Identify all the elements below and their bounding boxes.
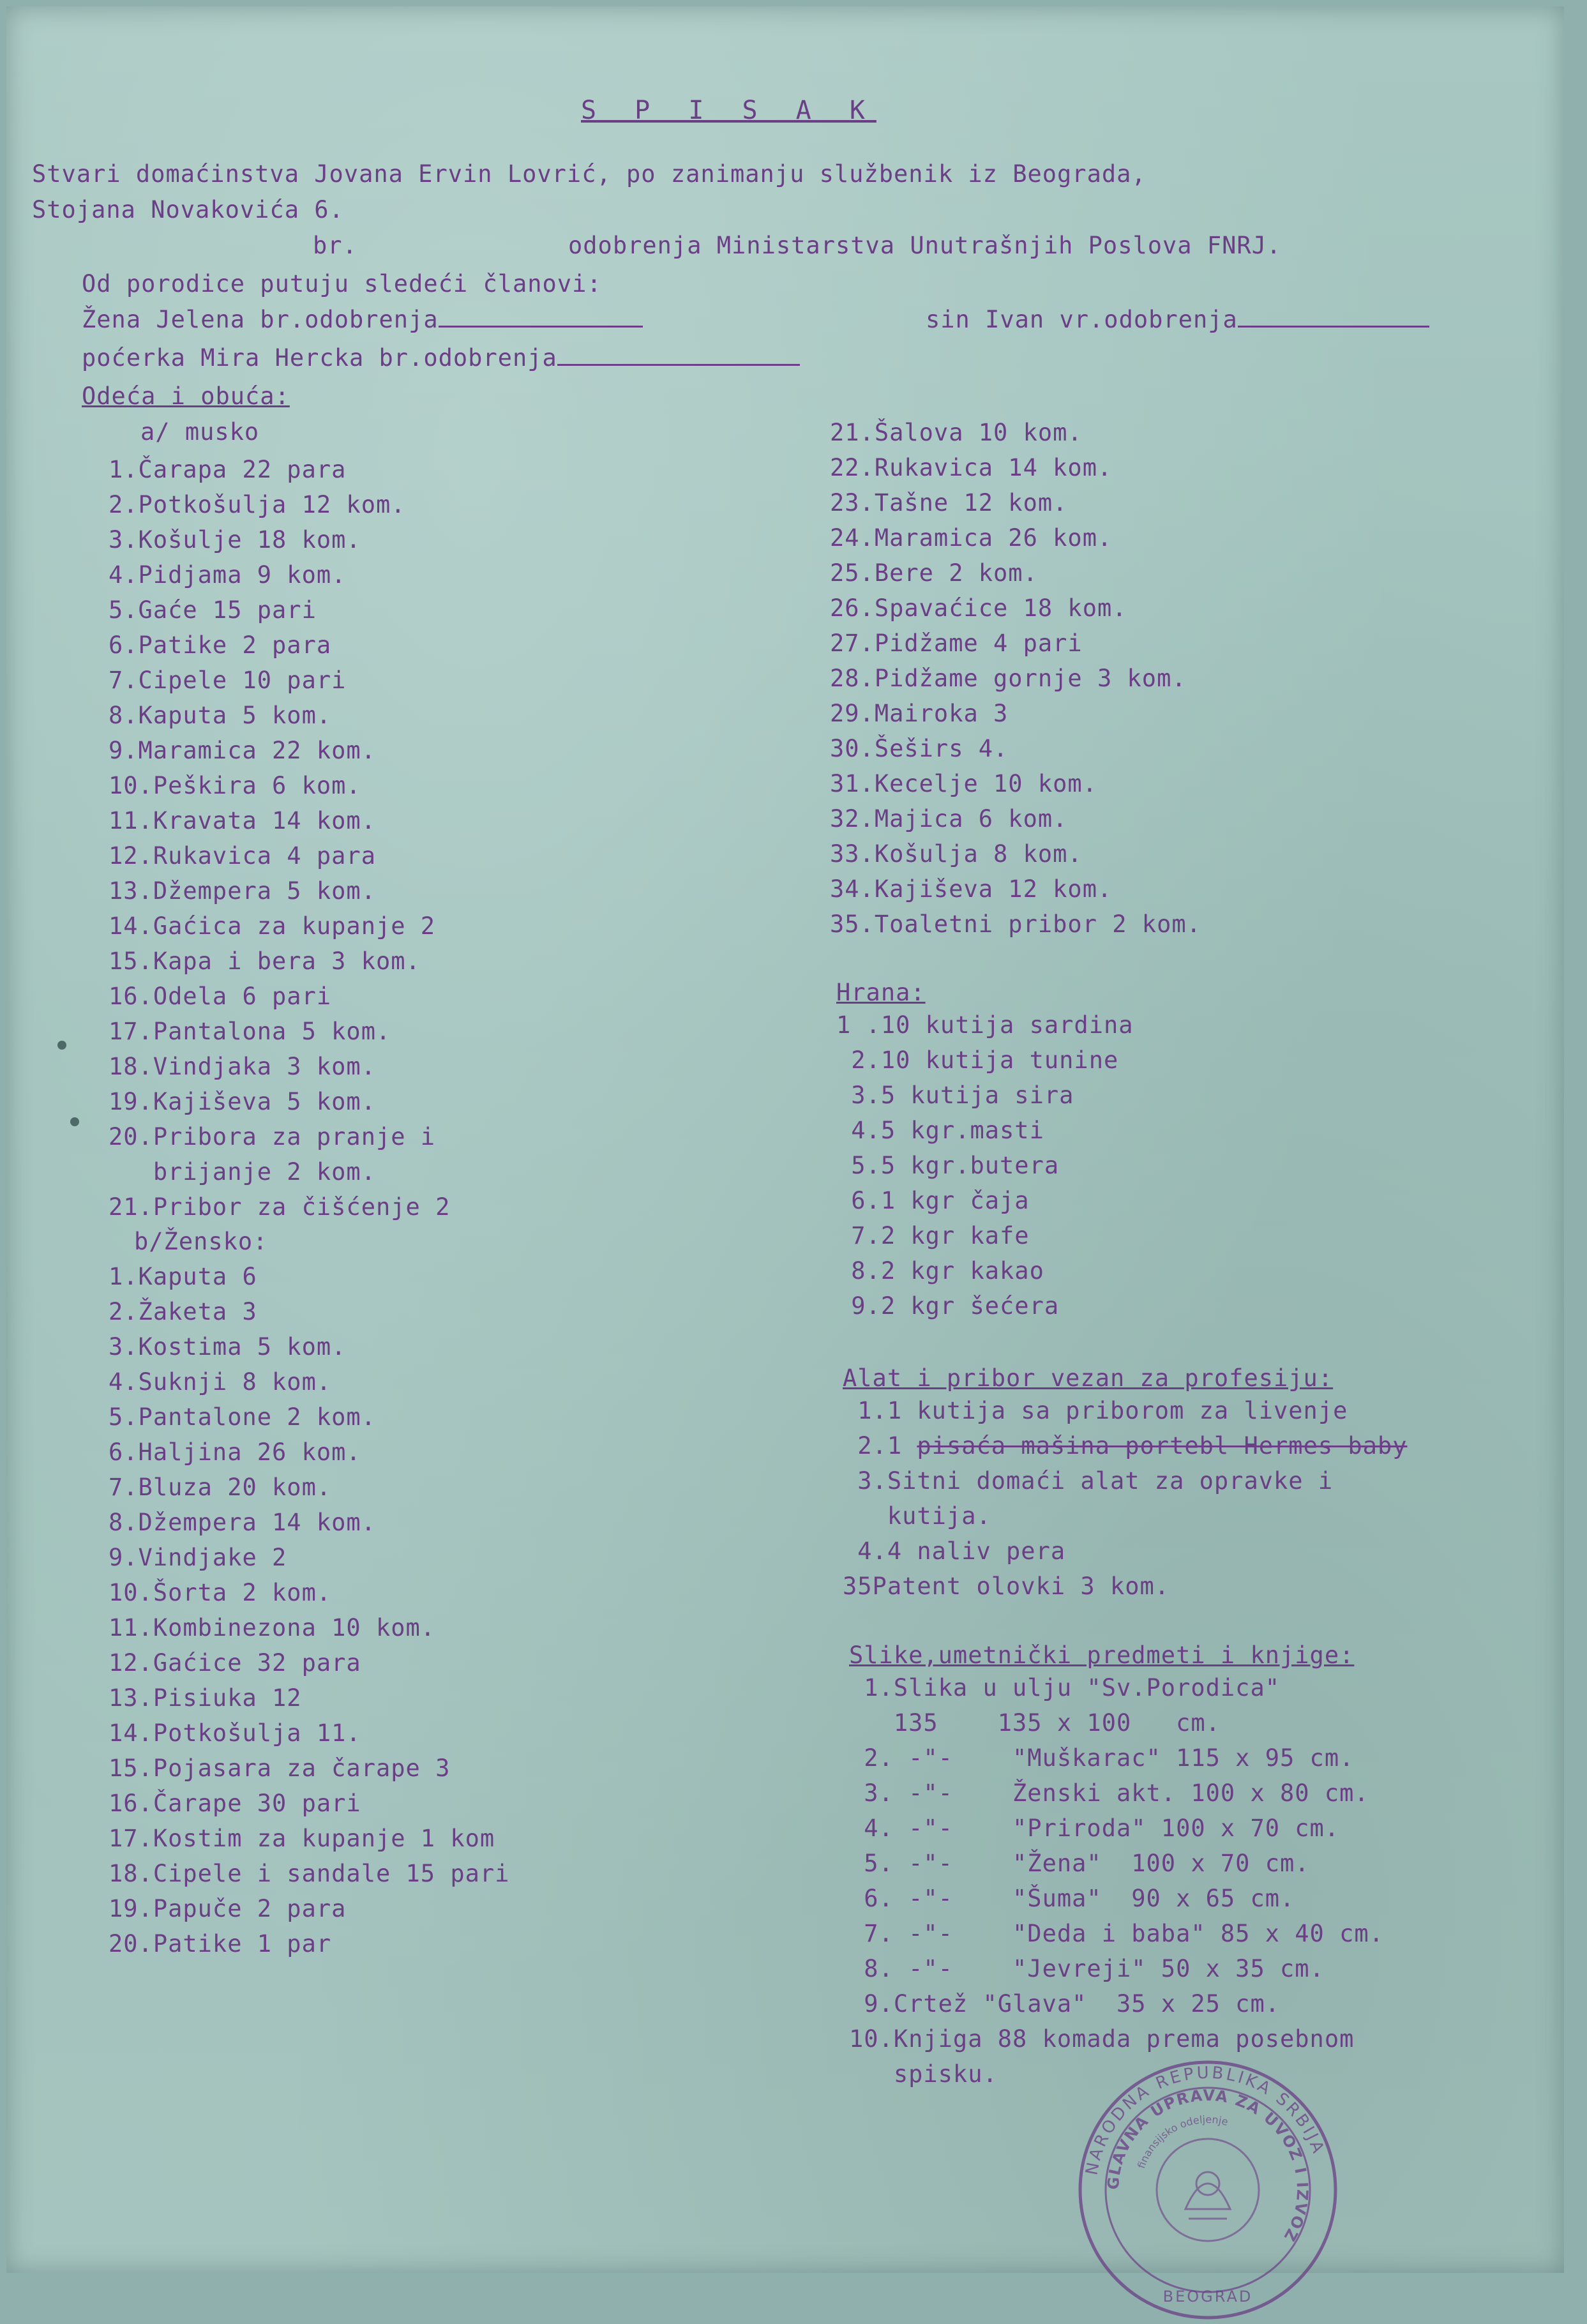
list-item: 21.Šalova 10 kom. [830,419,1083,446]
list-item: 19.Kajiševa 5 kom. [109,1088,376,1115]
list-item: 7.Bluza 20 kom. [109,1474,332,1501]
family-member-daughter-label: poćerka Mira Hercka br.odobrenja [82,344,557,372]
list-item: 20.Patike 1 par [109,1930,332,1958]
blank-line [1238,306,1429,328]
family-member-wife-label: Žena Jelena br.odobrenja [82,306,439,333]
list-item: 3. -"- Ženski akt. 100 x 80 cm. [849,1779,1369,1807]
list-item: 9.Vindjake 2 [109,1544,287,1571]
list-item: 5.Gaće 15 pari [109,596,317,624]
header-line-3-br: br. [313,232,357,259]
stamp-outer-text: NARODNA REPUBLIKA SRBIJA [1082,2063,1328,2177]
list-item: 10.Šorta 2 kom. [109,1579,332,1606]
list-item: 10.Knjiga 88 komada prema posebnom [849,2025,1355,2053]
stamp-emblem-ring [1157,2139,1259,2241]
list-item: 4.4 naliv pera [843,1537,1066,1565]
list-item: 13.Džempera 5 kom. [109,877,376,905]
list-item: 2. -"- "Muškarac" 115 x 95 cm. [849,1744,1355,1772]
list-item: 4.Suknji 8 kom. [109,1368,332,1396]
list-item: 135 135 x 100 cm. [849,1709,1221,1737]
document-title: S P I S A K [581,96,876,125]
list-item: 9.2 kgr šećera [836,1292,1060,1320]
header-line-2: Stojana Novakovića 6. [32,196,344,223]
list-item: 35Patent olovki 3 kom. [843,1573,1170,1600]
list-item: 7. -"- "Deda i baba" 85 x 40 cm. [849,1920,1384,1947]
official-stamp [1074,2056,1342,2324]
list-item: 17.Kostim za kupanje 1 kom [109,1825,495,1852]
list-item: 12.Gaćice 32 para [109,1649,361,1677]
header-line-4: Od porodice putuju sledeći članovi: [82,270,602,298]
list-item-with-strike [843,1428,1408,1463]
list-item: 13.Pisiuka 12 [109,1684,302,1712]
list-item: 2.Potkošulja 12 kom. [109,491,406,518]
stamp-middle-text: GLAVNA UPRAVA ZA UVOZ I IZVOZ [1104,2086,1312,2245]
list-item: 12.Rukavica 4 para [109,842,376,870]
list-item: 3.5 kutija sira [836,1082,1074,1109]
list-item: 14.Gaćica za kupanje 2 [109,912,436,940]
list-item: 1.Kaputa 6 [109,1263,257,1290]
list-item: 28.Pidžame gornje 3 kom. [830,665,1187,692]
list-item: 18.Cipele i sandale 15 pari [109,1860,510,1887]
list-item: 22.Rukavica 14 kom. [830,454,1113,481]
list-item: 10.Peškira 6 kom. [109,772,361,799]
list-item-text: 2.1 [843,1432,917,1460]
list-item: 29.Mairoka 3 [830,700,1009,727]
list-item: 4.Pidjama 9 kom. [109,561,347,589]
list-item: 8.Džempera 14 kom. [109,1509,376,1536]
list-item: 15.Pojasara za čarape 3 [109,1754,451,1782]
list-item: 8.Kaputa 5 kom. [109,702,332,729]
list-item: 24.Maramica 26 kom. [830,524,1113,552]
art-list [849,1670,1384,2092]
list-item: spisku. [849,2060,998,2088]
list-item: 9.Maramica 22 kom. [109,737,376,764]
list-item: 16.Odela 6 pari [109,983,332,1010]
blank-line [557,345,800,366]
list-item: 23.Tašne 12 kom. [830,489,1068,517]
list-item: 3.Kostima 5 kom. [109,1333,347,1361]
family-member-son [926,305,1429,335]
paper-punch-hole [70,1117,79,1126]
list-item: 8.2 kgr kakao [836,1257,1044,1285]
list-item: 1.Čarapa 22 para [109,456,347,483]
tools-heading: Alat i pribor vezan za profesiju: [843,1364,1334,1392]
list-item: 7.2 kgr kafe [836,1222,1030,1249]
list-item: 8. -"- "Jevreji" 50 x 35 cm. [849,1955,1325,1982]
stamp-emblem-icon [1185,2172,1230,2219]
list-item: 3.Sitni domaći alat za opravke i [843,1467,1334,1495]
list-item: 32.Majica 6 kom. [830,805,1068,833]
header-line-3: odobrenja Ministarstva Unutrašnjih Poslova FNRJ. [568,232,1282,259]
list-item: 15.Kapa i bera 3 kom. [109,947,421,975]
list-item: kutija. [843,1502,991,1530]
list-item: 27.Pidžame 4 pari [830,630,1083,657]
list-item: 2.Žaketa 3 [109,1298,257,1325]
list-item: 11.Kombinezona 10 kom. [109,1614,436,1641]
list-item: 34.Kajiševa 12 kom. [830,875,1113,903]
document-page [6,6,1564,2305]
list-item: 18.Vindjaka 3 kom. [109,1053,376,1080]
female-heading: b/Žensko: [134,1228,268,1255]
list-item: 2.10 kutija tunine [836,1046,1119,1074]
list-item: 9.Crtež "Glava" 35 x 25 cm. [849,1990,1281,2018]
list-item: 5. -"- "Žena" 100 x 70 cm. [849,1850,1310,1877]
male-clothing-list [109,452,450,1225]
list-item: 6.Haljina 26 kom. [109,1438,361,1466]
struck-text: pisaća mašina portebl Hermes baby [917,1432,1408,1460]
list-item: brijanje 2 kom. [109,1158,376,1186]
list-item: 5.5 kgr.butera [836,1152,1060,1179]
blank-line [439,306,643,328]
list-item: 5.Pantalone 2 kom. [109,1403,376,1431]
list-item: 35.Toaletni pribor 2 kom. [830,910,1201,938]
list-item: 21.Pribor za čišćenje 2 [109,1193,451,1221]
female-clothing-list [109,1259,509,1961]
list-item: 33.Košulja 8 kom. [830,840,1083,868]
family-member-son-label: sin Ivan vr.odobrenja [926,306,1238,333]
list-item: 14.Potkošulja 11. [109,1719,361,1747]
food-list [836,1007,1134,1324]
list-item: 25.Bere 2 kom. [830,559,1038,587]
stamp-bottom-text: BEOGRAD [1162,2288,1253,2305]
list-item: 30.Šeširs 4. [830,735,1009,762]
list-item: 4.5 kgr.masti [836,1117,1044,1144]
tools-list [843,1393,1408,1604]
list-item: 17.Pantalona 5 kom. [109,1018,391,1045]
male-heading: a/ musko [140,418,260,446]
paper-punch-hole [57,1041,66,1050]
list-item: 4. -"- "Priroda" 100 x 70 cm. [849,1815,1340,1842]
list-item: 1.Slika u ulju "Sv.Porodica" [849,1674,1281,1701]
list-item: 16.Čarape 30 pari [109,1790,361,1817]
list-item: 7.Cipele 10 pari [109,667,347,694]
clothing-heading: Odeća i obuća: [82,382,290,410]
list-item: 6. -"- "Šuma" 90 x 65 cm. [849,1885,1295,1912]
list-item: 3.Košulje 18 kom. [109,526,361,554]
list-item: 31.Kecelje 10 kom. [830,770,1097,797]
stamp-inner-text: finansijsko odeljenje [1134,2113,1230,2170]
list-item: 6.Patike 2 para [109,631,332,659]
list-item: 6.1 kgr čaja [836,1187,1030,1214]
header-line-1: Stvari domaćinstva Jovana Ervin Lovrić, po zanimanju službenik iz Beograda, [32,160,1147,188]
list-item: 19.Papuče 2 para [109,1895,347,1922]
family-member-wife [82,305,643,335]
family-member-daughter [82,343,800,373]
list-item: 11.Kravata 14 kom. [109,807,376,834]
list-item: 1.1 kutija sa priborom za livenje [843,1397,1348,1424]
list-item: 20.Pribora za pranje i [109,1123,436,1151]
art-heading: Slike,umetnički predmeti i knjige: [849,1641,1355,1669]
female-clothing-list-cont [830,415,1201,942]
list-item: 1 .10 kutija sardina [836,1011,1134,1039]
list-item: 26.Spavaćice 18 kom. [830,594,1127,622]
food-heading: Hrana: [836,979,926,1006]
